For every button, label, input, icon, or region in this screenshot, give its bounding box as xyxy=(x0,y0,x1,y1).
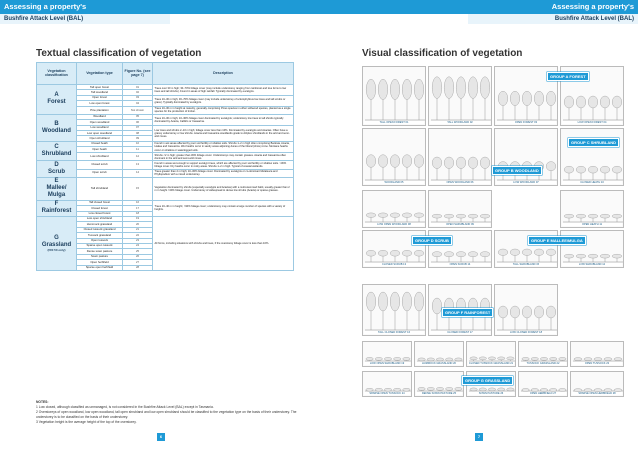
panel-caption: CLOSED TUSSOCK GRASSLAND 21 xyxy=(468,362,514,365)
vegetation-panel xyxy=(414,341,464,367)
vegetation-panel xyxy=(466,341,516,367)
vegetation-type: Low shrubland xyxy=(77,153,123,161)
note-3: 3 Vegetation height is the average height of the top of the overstorey. xyxy=(36,420,137,424)
figure-number: 03 xyxy=(123,95,153,100)
vegetation-illustration xyxy=(497,287,557,331)
vegetation-type: Low open forest xyxy=(77,101,123,106)
panel-caption: LOW WOODLAND 07 xyxy=(496,181,556,184)
vegetation-illustration xyxy=(431,131,491,181)
panel-caption: HUMMOCK GRASSLAND 20 xyxy=(416,362,462,365)
description: Trees 10–30 m in height at maturity, generally comprising Pinus species in either softwood species, planted as a single species for the production of timber. xyxy=(153,106,294,114)
header-classification: Vegetation classification xyxy=(37,63,77,85)
group-subtext: (FDI 50 only) xyxy=(47,247,66,252)
vegetation-type: Sparse open herbfield xyxy=(77,265,123,270)
panel-caption: CLOSED HEATH 10 xyxy=(562,181,622,184)
group-name: Forest xyxy=(47,99,66,106)
right-section-title: Visual classification of vegetation xyxy=(362,48,523,59)
group-tag: GROUP E MALLEE/MULGA xyxy=(528,236,586,245)
vegetation-illustration xyxy=(365,287,425,331)
vegetation-illustration xyxy=(431,69,491,121)
vegetation-panel xyxy=(362,190,426,228)
vegetation-illustration xyxy=(521,374,567,392)
figure-number: 19 xyxy=(123,216,153,221)
group-tag: GROUP C SHRUBLAND xyxy=(568,138,619,147)
figure-number: 14 xyxy=(123,169,153,177)
vegetation-panel xyxy=(362,371,412,397)
page-number-left: 6 xyxy=(157,433,165,441)
vegetation-type: Open shrubland xyxy=(77,136,123,141)
panel-caption: SPARSE OPEN HERBFIELD 28 xyxy=(572,392,622,395)
panel-caption: TUSSOCK GRASSLAND 22 xyxy=(520,362,566,365)
vegetation-type: Open forest xyxy=(77,95,123,100)
panel-caption: LOW OPEN WOODLAND 08 xyxy=(364,223,424,226)
table-row xyxy=(37,177,294,200)
vegetation-type: Tall closed forest xyxy=(77,200,123,205)
figure-number: 04 xyxy=(123,101,153,106)
vegetation-type: Tall shrubland xyxy=(77,177,123,200)
figure-number: 18 xyxy=(123,211,153,216)
vegetation-type: Sparse open tussock xyxy=(77,243,123,248)
group-name: Grassland xyxy=(41,241,72,248)
header-figure: Figure No. (see page 7) xyxy=(123,63,153,85)
vegetation-type: Tussock grassland xyxy=(77,233,123,238)
panel-caption: TALL SHRUBLAND 15 xyxy=(496,263,556,266)
group-tag: GROUP B WOODLAND xyxy=(492,166,542,175)
notes xyxy=(36,400,306,425)
vegetation-panel xyxy=(362,341,412,367)
figure-number: 01 xyxy=(123,85,153,90)
vegetation-panel xyxy=(570,371,624,397)
figure-number: 20 xyxy=(123,222,153,227)
figure-number: 28 xyxy=(123,265,153,270)
vegetation-type: Sown pasture xyxy=(77,254,123,259)
vegetation-illustration xyxy=(573,374,623,392)
panel-caption: DENSE SOWN PASTURE 25 xyxy=(416,392,462,395)
figure-number: 15 xyxy=(123,177,153,200)
vegetation-type: Low woodland xyxy=(77,125,123,130)
description: Trees greater than 2 m high; 10–30% foliage cover. Dominated by eucalypts or co-dominant Melaleuca and Phyllopodium with a mixed understorey. xyxy=(153,169,294,177)
group-name: Rainforest xyxy=(41,208,72,215)
description: Found in areas wet enough to support eucalypt trees, which are affected by poor soil fertility or shallow soils. >30% foliage cover. Dry heaths occur in rocky areas. Shrubs 1–2 m high. Typical of coastal wetlands. xyxy=(153,161,294,169)
right-header-subtitle: Bushfire Attack Level (BAL) xyxy=(468,14,638,24)
header-description: Description xyxy=(153,63,294,85)
figure-number: 08 xyxy=(123,131,153,136)
notes-heading: NOTES: xyxy=(36,400,49,404)
group-letter: F xyxy=(54,201,59,208)
panel-caption: OPEN SCRUB 14 xyxy=(430,263,490,266)
vegetation-illustration xyxy=(573,344,623,362)
vegetation-panel xyxy=(570,341,624,367)
figure-number: 10 xyxy=(123,141,153,147)
group-name: Scrub xyxy=(47,169,65,175)
table-row xyxy=(37,114,294,119)
panel-caption: LOW OPEN FOREST 04 xyxy=(562,121,622,124)
figure-number: 07 xyxy=(123,125,153,130)
table-body xyxy=(37,85,294,271)
figure-number: 09 xyxy=(123,136,153,141)
group-letter: C xyxy=(54,144,59,151)
panel-caption: OPEN HEATH 11 xyxy=(562,223,622,226)
panel-caption: TALL WOODLAND 02 xyxy=(430,121,490,124)
figure-number: 26 xyxy=(123,254,153,259)
vegetation-panel xyxy=(428,190,492,228)
visual-classification-diagram xyxy=(362,66,624,397)
table-row xyxy=(37,85,294,90)
vegetation-type: Closed scrub xyxy=(77,161,123,169)
group-cell xyxy=(37,85,77,115)
figure-number: 21 xyxy=(123,227,153,232)
vegetation-panel xyxy=(362,128,426,186)
panel-caption: OPEN TUSSOCK 23 xyxy=(572,362,622,365)
panel-caption: OPEN HERBFIELD 27 xyxy=(520,392,566,395)
table-row xyxy=(37,200,294,205)
figure-number: 02 xyxy=(123,90,153,95)
description: Found in wet areas affected by poor soil fertility or shallow soils. Shrubs 1–2 m high often comprising Banksia, Acacia, Hakea and Casuarina. Wet heaths occur in sandy areas adjoining dunes of the littoral (shore) zone. Montane heaths occur on shallow or waterlogged soils. xyxy=(153,141,294,152)
description: Low trees and shrubs 2–10 m high; foliage cover less than 10%. Dominated by eucalypts and Acacias. Often have a grassy understorey or low shrubs. Acacia and Casuarina woodlands grade to Atriplex shrublands in the arid and semi-arid zones. xyxy=(153,125,294,141)
vegetation-type: Closed tussock grassland xyxy=(77,227,123,232)
group-cell xyxy=(37,216,77,270)
group-letter: E xyxy=(54,178,59,185)
description: Trees 10–30 m high; 10–30% foliage cover dominated by eucalypts; understorey low trees to tall shrubs typically dominated by Acacia, Callitris or Casuarina. xyxy=(153,114,294,125)
note-1: 1 Low closed, although classified as unmanaged, is not considered in the Bushfire Attack Level (BAL) except in Tasmania. xyxy=(36,405,214,409)
vegetation-type: Open herbfield xyxy=(77,260,123,265)
vegetation-panel xyxy=(518,341,568,367)
group-tag: GROUP D SCRUB xyxy=(412,236,452,245)
vegetation-type: Tall open forest xyxy=(77,85,123,90)
group-name: Mallee/ Mulga xyxy=(46,185,67,199)
vegetation-panel xyxy=(362,284,426,336)
vegetation-type: Hummock grassland xyxy=(77,222,123,227)
vegetation-illustration xyxy=(365,69,425,121)
figure-number: 23 xyxy=(123,238,153,243)
vegetation-type: Open heath xyxy=(77,147,123,153)
panel-caption: WOODLAND 05 xyxy=(364,181,424,184)
classification-table xyxy=(36,62,294,271)
figure-number: 06 xyxy=(123,120,153,125)
panel-caption: SPARSE OPEN TUSSOCK 24 xyxy=(364,392,410,395)
panel-caption: OPEN WOODLAND 06 xyxy=(430,181,490,184)
figure-number: 05 xyxy=(123,114,153,119)
panel-caption: TALL OPEN FOREST 01 xyxy=(364,121,424,124)
figure-number: Not shown xyxy=(123,106,153,114)
group-letter: G xyxy=(54,234,59,241)
panel-caption: TALL CLOSED FOREST 16 xyxy=(364,331,424,334)
group-tag: GROUP F RAINFOREST xyxy=(442,308,493,317)
figure-number: 25 xyxy=(123,249,153,254)
panel-caption: LOW CLOSED FOREST 18 xyxy=(496,331,556,334)
page-number-right: 7 xyxy=(475,433,483,441)
vegetation-type: Closed forest xyxy=(77,206,123,211)
vegetation-illustration xyxy=(417,374,463,392)
vegetation-illustration xyxy=(365,374,411,392)
description: Vegetation dominated by shrubs (especially eucalypts and Acacias) with a multi-stemmed habit, usually greater than 2 m in height >30% foliage cover. Understorey of widespread to dense low shrubs (Acacia) or sparse grasses. xyxy=(153,177,294,200)
table-row xyxy=(37,141,294,147)
top-bar xyxy=(0,0,638,14)
figure-number: 12 xyxy=(123,153,153,161)
vegetation-panel xyxy=(414,371,464,397)
description: Trees 10–40 m in height; >90% foliage cover; understorey may contain a large number of species with a variety of heights. xyxy=(153,200,294,216)
description: Trees 10–30 m high; 30–70% foliage cover (may include understorey of sclerophyllous low trees and tall scrubs or grass). Typically dominated by eucalypts. xyxy=(153,95,294,106)
vegetation-type: Open woodland xyxy=(77,120,123,125)
group-letter: A xyxy=(54,92,59,99)
vegetation-type: Low open shrubland xyxy=(77,216,123,221)
group-cell xyxy=(37,200,77,216)
vegetation-type: Open tussock xyxy=(77,238,123,243)
vegetation-type: Tall woodland xyxy=(77,90,123,95)
group-cell xyxy=(37,177,77,200)
vegetation-illustration xyxy=(563,193,623,223)
figure-number: 24 xyxy=(123,243,153,248)
group-tag: GROUP G GRASSLAND xyxy=(462,376,513,385)
group-tag: GROUP A FOREST xyxy=(547,72,589,81)
description: All forms, including situations with shrubs and trees, if the overstorey foliage cover is less than 10%. xyxy=(153,216,294,270)
left-header-subtitle: Bushfire Attack Level (BAL) xyxy=(0,14,170,24)
vegetation-illustration xyxy=(365,344,411,362)
vegetation-type: Open scrub xyxy=(77,169,123,177)
vegetation-illustration xyxy=(417,344,463,362)
panel-caption: LOW SHRUBLAND 12 xyxy=(562,263,622,266)
vegetation-illustration xyxy=(365,193,425,223)
panel-caption: CLOSED SCRUB 13 xyxy=(364,263,424,266)
vegetation-type: Pine plantation xyxy=(77,106,123,114)
vegetation-panel xyxy=(494,284,558,336)
vegetation-type: Dense sown pasture xyxy=(77,249,123,254)
left-header-title: Assessing a property's xyxy=(4,2,87,11)
figure-number: 27 xyxy=(123,260,153,265)
figure-number: 16 xyxy=(123,200,153,205)
panel-caption: OPEN SHRUBLAND 09 xyxy=(430,223,490,226)
group-cell xyxy=(37,141,77,160)
vegetation-panel xyxy=(428,66,492,126)
vegetation-illustration xyxy=(521,344,567,362)
group-cell xyxy=(37,161,77,177)
vegetation-type: Closed heath xyxy=(77,141,123,147)
vegetation-panel xyxy=(560,190,624,228)
right-header-title: Assessing a property's xyxy=(551,2,634,11)
vegetation-type: Low open woodland xyxy=(77,131,123,136)
group-letter: D xyxy=(54,162,59,168)
group-letter: B xyxy=(54,120,59,127)
vegetation-illustration xyxy=(469,344,515,362)
figure-number: 22 xyxy=(123,233,153,238)
vegetation-panel xyxy=(362,66,426,126)
vegetation-panel xyxy=(560,128,624,186)
panel-caption: OPEN FOREST 03 xyxy=(496,121,556,124)
header-type: Vegetation type xyxy=(77,63,123,85)
panel-caption: SOWN PASTURE 26 xyxy=(468,392,514,395)
group-cell xyxy=(37,114,77,141)
left-section-title: Textual classification of vegetation xyxy=(36,48,202,59)
panel-caption: LOW OPEN SHRUBLAND 19 xyxy=(364,362,410,365)
description: Trees over 30 m high; 30–70% foliage cover (may include understorey ranging from rainforest and tree ferns to low trees and tall shrubs). Found in areas of high rainfall. Typically dominated by eucalypts. xyxy=(153,85,294,96)
note-2: 2 Overstoreys of open woodland, low open woodland, tall open shrubland and low open shrubland should be classified to the vegetation type on the basis of their understorey. The understorey is to be classified on the basis of their understorey. xyxy=(36,410,297,419)
vegetation-illustration xyxy=(365,131,425,181)
vegetation-panel xyxy=(518,371,568,397)
figure-number: 17 xyxy=(123,206,153,211)
group-name: Shrubland xyxy=(41,151,72,158)
panel-caption: CLOSED FOREST 17 xyxy=(430,331,490,334)
vegetation-panel xyxy=(494,128,558,186)
vegetation-panel xyxy=(428,128,492,186)
table-row xyxy=(37,161,294,169)
group-name: Woodland xyxy=(42,127,71,134)
vegetation-type: Woodland xyxy=(77,114,123,119)
figure-number: 11 xyxy=(123,147,153,153)
vegetation-type: Low closed forest xyxy=(77,211,123,216)
figure-number: 13 xyxy=(123,161,153,169)
table-row xyxy=(37,216,294,221)
description: Shrubs <2 m high; greater than 30% foliage cover. Understoreys may contain grasses. Acacia and Casuarina often dominant in the arid and semi-arid zones. xyxy=(153,153,294,161)
vegetation-illustration xyxy=(431,193,491,223)
